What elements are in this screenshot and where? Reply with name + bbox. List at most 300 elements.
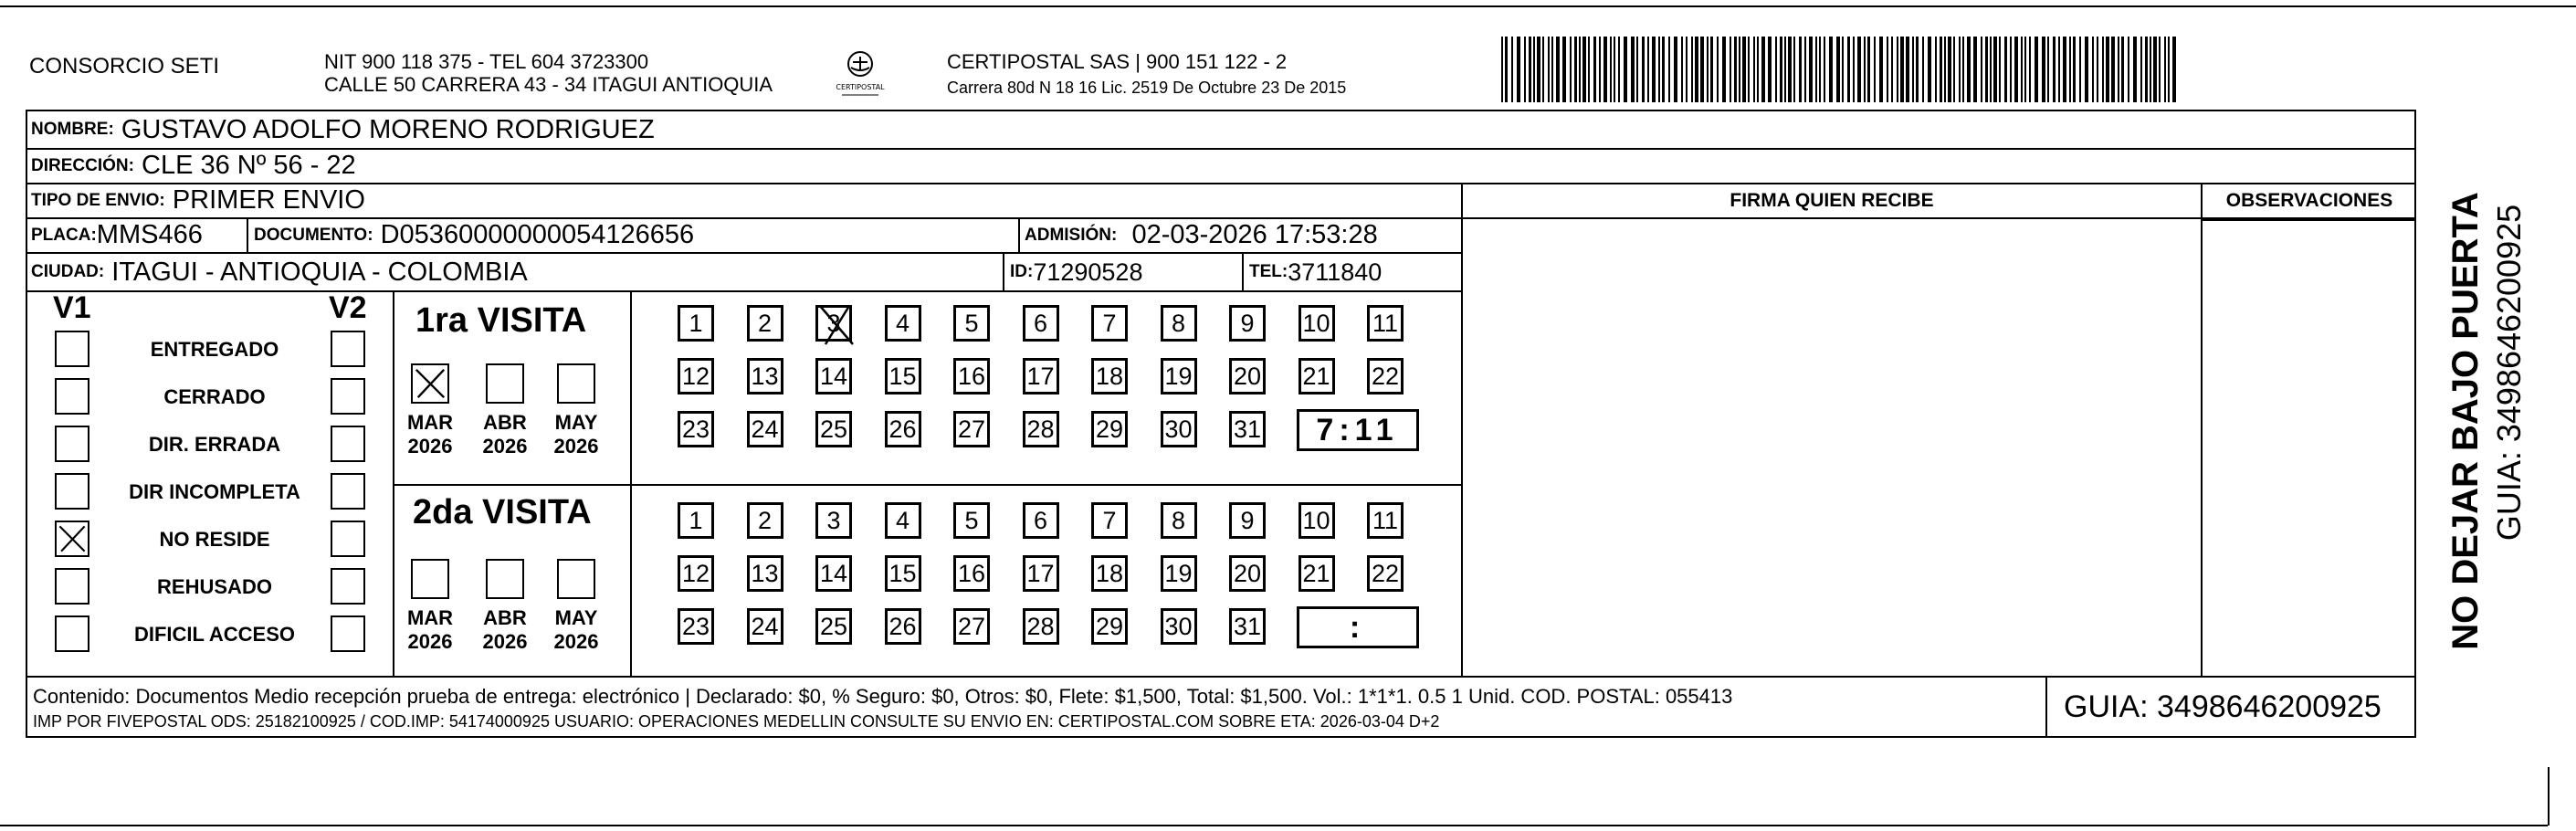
license-line: Carrera 80d N 18 16 Lic. 2519 De Octubre 23 De 2015 <box>947 79 1347 97</box>
day-box[interactable]: 21 <box>1299 358 1335 394</box>
barcode-bar <box>1940 37 1942 102</box>
barcode-bar <box>1757 37 1759 102</box>
barcode-bar <box>1999 37 2001 102</box>
barcode-bar <box>1990 37 1992 102</box>
day-box[interactable]: 23 <box>678 411 714 447</box>
barcode-bar <box>1973 37 1977 102</box>
v1-checkbox[interactable] <box>55 521 89 557</box>
status-label: NO RESIDE <box>159 528 270 551</box>
v1-checkbox[interactable] <box>55 426 89 462</box>
barcode-bar <box>1922 37 1924 102</box>
row-line-5 <box>26 290 1461 292</box>
placa-doc-sep <box>247 217 248 252</box>
right-frame-line <box>2548 767 2550 826</box>
time-box[interactable]: : <box>1297 606 1419 648</box>
day-box[interactable]: 14 <box>815 358 852 394</box>
barcode-bar <box>1784 37 1786 102</box>
barcode-bar <box>1916 37 1919 102</box>
day-box[interactable]: 27 <box>953 608 990 645</box>
visit-days-sep <box>630 290 632 676</box>
barcode-bar <box>1537 37 1540 102</box>
ciudad-id-sep <box>1003 252 1004 290</box>
barcode-bar <box>1819 37 1821 102</box>
row-line-1 <box>26 148 2416 150</box>
barcode-bar <box>2035 37 2038 102</box>
time-box[interactable]: 7:11 <box>1297 409 1419 451</box>
day-box[interactable]: 11 <box>1367 305 1404 342</box>
day-box[interactable]: 30 <box>1161 411 1197 447</box>
day-box[interactable]: 22 <box>1367 555 1404 592</box>
barcode-bar <box>1533 37 1535 102</box>
day-box[interactable]: 16 <box>953 555 990 592</box>
documento-row <box>254 218 694 252</box>
barcode-bar <box>1788 37 1792 102</box>
barcode-bar <box>1734 37 1737 102</box>
barcode-bar <box>1867 37 1870 102</box>
barcode-bar <box>1710 37 1713 102</box>
status-label: DIR. ERRADA <box>148 433 281 456</box>
barcode-bar <box>2010 37 2012 102</box>
day-box[interactable]: 31 <box>1229 608 1266 645</box>
day-box[interactable]: 1 <box>678 305 714 342</box>
day-box[interactable]: 4 <box>885 502 921 539</box>
barcode-bar <box>1748 37 1750 102</box>
month-checkbox[interactable] <box>486 363 524 404</box>
nombre-row <box>31 111 655 148</box>
day-check-mark <box>813 300 860 350</box>
barcode-bar <box>1658 37 1660 102</box>
barcode-bar <box>1631 37 1635 102</box>
status-label: CERRADO <box>163 385 266 408</box>
day-box[interactable]: 19 <box>1161 358 1197 394</box>
barcode-bar <box>1618 37 1620 102</box>
barcode-bar <box>1953 37 1955 102</box>
observaciones-label: OBSERVACIONES <box>2225 189 2393 211</box>
barcode-bar <box>2092 37 2094 102</box>
day-box[interactable]: 7 <box>1091 502 1128 539</box>
tel-label: TEL: <box>1249 262 1288 281</box>
barcode-bar <box>1636 37 1638 102</box>
barcode-bar <box>2172 37 2176 102</box>
day-box[interactable]: 27 <box>953 411 990 447</box>
status-label: ENTREGADO <box>150 338 279 361</box>
barcode-bar <box>1753 37 1755 102</box>
month-checkbox[interactable] <box>411 363 449 404</box>
barcode-bar <box>1593 37 1596 102</box>
bottom-frame-line <box>0 825 2548 826</box>
company-name: CONSORCIO SETI <box>29 54 220 79</box>
day-box[interactable]: 25 <box>815 608 852 645</box>
contenido-text: Contenido: Documentos Medio recepción prueba de entrega: electrónico | Declarado: $0, % Seguro: $0, Otros: $0, Flete: $1,500, Total: $1,500. Vol.: 1*1*1. 0.5 1 Unid. COD. POSTAL: 055413 <box>33 685 1733 708</box>
day-box[interactable]: 18 <box>1091 358 1128 394</box>
month-year: 2026 <box>553 435 599 458</box>
day-box[interactable]: 23 <box>678 608 714 645</box>
month-name: MAR <box>406 411 454 434</box>
status-label: DIFICIL ACCESO <box>133 623 295 646</box>
barcode-bar <box>1981 37 1982 102</box>
barcode-bar <box>2021 37 2023 102</box>
barcode-bar <box>1570 37 1572 102</box>
day-box[interactable]: 28 <box>1023 411 1059 447</box>
barcode-bar <box>2133 37 2137 102</box>
status-label: DIR INCOMPLETA <box>129 480 300 503</box>
admision-row <box>1025 218 1378 252</box>
barcode-bar <box>1775 37 1777 102</box>
barcode-bar <box>2106 37 2109 102</box>
barcode-bar <box>2047 37 2049 102</box>
barcode-bar <box>2069 37 2071 102</box>
firma-left-line <box>1461 183 1463 676</box>
barcode-bar <box>2121 37 2124 102</box>
visit2-title: 2da VISITA <box>413 493 592 531</box>
day-box[interactable]: 21 <box>1299 555 1335 592</box>
barcode-bar <box>1662 37 1665 102</box>
barcode-bar <box>2168 37 2170 102</box>
v2-checkbox[interactable] <box>331 473 365 510</box>
month-year: 2026 <box>407 630 453 653</box>
barcode-bar <box>1864 37 1866 102</box>
documento-label: DOCUMENTO: <box>254 225 373 245</box>
v1-checkbox[interactable] <box>55 615 89 652</box>
day-box[interactable]: 26 <box>885 411 921 447</box>
barcode-bar <box>1829 37 1833 102</box>
v2-header: V2 <box>329 290 367 325</box>
month-name: ABR <box>483 606 527 629</box>
footer-line <box>26 676 2416 678</box>
barcode-bar <box>1548 37 1550 102</box>
month-name: MAY <box>554 606 598 629</box>
month-year: 2026 <box>482 630 528 653</box>
barcode-bar <box>1542 37 1544 102</box>
documento-value: D05360000000054126656 <box>380 220 695 249</box>
month-checkbox[interactable] <box>486 559 524 599</box>
v2-checkbox[interactable] <box>331 331 365 367</box>
barcode-bar <box>1912 37 1914 102</box>
barcode-bar <box>1501 37 1503 102</box>
barcode-bar <box>2128 37 2129 102</box>
tipo-label: TIPO DE ENVIO: <box>31 190 165 210</box>
firma-header <box>1463 184 2201 217</box>
barcode-bar <box>1551 37 1553 102</box>
barcode-bar <box>1642 37 1645 102</box>
month-label <box>475 411 535 458</box>
barcode-bar <box>1588 37 1590 102</box>
barcode-bar <box>1815 37 1817 102</box>
day-box[interactable]: 30 <box>1161 608 1197 645</box>
v2-checkbox[interactable] <box>331 521 365 557</box>
barcode-bar <box>1582 37 1586 102</box>
guia-box-sep <box>2045 676 2047 738</box>
side-warning: NO DEJAR BAJO PUERTA <box>2445 192 2486 650</box>
barcode-bar <box>2102 37 2104 102</box>
barcode-bar <box>1887 37 1888 102</box>
barcode-bar <box>2085 37 2088 102</box>
barcode-bar <box>1614 37 1615 102</box>
obs-left-line <box>2201 183 2203 676</box>
visit1-title: 1ra VISITA <box>415 301 587 340</box>
barcode-bar <box>2029 37 2031 102</box>
day-box[interactable]: 4 <box>885 305 921 342</box>
barcode-bar <box>2058 37 2060 102</box>
day-box[interactable]: 24 <box>747 411 783 447</box>
ciudad-label: CIUDAD: <box>31 262 105 281</box>
day-box[interactable]: 5 <box>953 502 990 539</box>
day-box[interactable]: 16 <box>953 358 990 394</box>
day-box[interactable]: 20 <box>1229 555 1266 592</box>
month-year: 2026 <box>553 630 599 653</box>
day-box[interactable]: 28 <box>1023 608 1059 645</box>
barcode-bar <box>1824 37 1825 102</box>
visit-split-line <box>393 484 1461 486</box>
day-box[interactable]: 15 <box>885 358 921 394</box>
id-value: 71290528 <box>1033 258 1143 286</box>
barcode-bar <box>1610 37 1612 102</box>
tipo-value: PRIMER ENVIO <box>172 185 365 215</box>
day-box[interactable]: 26 <box>885 608 921 645</box>
month-label <box>400 411 460 458</box>
barcode-bar <box>1574 37 1577 102</box>
placa-value: MMS466 <box>96 220 203 249</box>
barcode-bar <box>2118 37 2119 102</box>
day-box[interactable]: 8 <box>1161 502 1197 539</box>
month-checkbox[interactable] <box>557 559 595 599</box>
id-label: ID: <box>1010 262 1034 281</box>
barcode-bar <box>1793 37 1795 102</box>
day-box[interactable]: 25 <box>815 411 852 447</box>
barcode-bar <box>1739 37 1740 102</box>
v1-header: V1 <box>53 290 91 325</box>
barcode-bar <box>1935 37 1937 102</box>
barcode-bar <box>1700 37 1704 102</box>
barcode-bar <box>1842 37 1844 102</box>
barcode-bar <box>1742 37 1746 102</box>
barcode-bar <box>1624 37 1627 102</box>
barcode-bar <box>1897 37 1898 102</box>
day-box[interactable]: 9 <box>1229 502 1266 539</box>
day-box[interactable]: 22 <box>1367 358 1404 394</box>
barcode-bar <box>1780 37 1782 102</box>
month-label <box>475 606 535 654</box>
v2-checkbox[interactable] <box>331 378 365 415</box>
barcode-bar <box>1959 37 1961 102</box>
v1-checkbox[interactable] <box>55 568 89 605</box>
barcode-bar <box>2111 37 2115 102</box>
month-checkbox[interactable] <box>557 363 595 404</box>
logo-text: CERTIPOSTAL <box>836 83 885 91</box>
barcode-bar <box>1505 37 1508 102</box>
day-box[interactable]: 31 <box>1229 411 1266 447</box>
barcode-bar <box>2145 37 2148 102</box>
day-box[interactable]: 1 <box>678 502 714 539</box>
barcode-bar <box>1529 37 1531 102</box>
day-box[interactable]: 15 <box>885 555 921 592</box>
day-box[interactable]: 20 <box>1229 358 1266 394</box>
barcode-bar <box>1962 37 1964 102</box>
day-box[interactable]: 12 <box>678 555 714 592</box>
barcode-bar <box>2024 37 2026 102</box>
month-year: 2026 <box>482 435 528 458</box>
barcode-bar <box>1556 37 1560 102</box>
barcode-bar <box>1730 37 1731 102</box>
month-checkbox[interactable] <box>411 559 449 599</box>
placa-row <box>31 218 203 252</box>
barcode-bar <box>2153 37 2157 102</box>
barcode-bar <box>1857 37 1861 102</box>
barcode-bar <box>1681 37 1683 102</box>
barcode-bar <box>1511 37 1513 102</box>
barcode-bar <box>1928 37 1931 102</box>
observaciones-header <box>2203 184 2416 217</box>
barcode-bar <box>1517 37 1520 102</box>
day-box[interactable]: 29 <box>1091 608 1128 645</box>
firma-label: FIRMA QUIEN RECIBE <box>1730 189 1934 211</box>
day-box[interactable]: 19 <box>1161 555 1197 592</box>
v1-checkbox[interactable] <box>55 473 89 510</box>
admision-label: ADMISIÓN: <box>1025 225 1118 245</box>
month-label <box>400 606 460 654</box>
tipo-row <box>31 184 365 217</box>
barcode-bar <box>1967 37 1971 102</box>
barcode-bar <box>1717 37 1719 102</box>
barcode-bar <box>1948 37 1951 102</box>
month-year: 2026 <box>407 435 453 458</box>
barcode-bar <box>1993 37 1997 102</box>
barcode-bar <box>2097 37 2098 102</box>
day-box[interactable]: 11 <box>1367 502 1404 539</box>
barcode-bar <box>2063 37 2066 102</box>
barcode-bar <box>1799 37 1802 102</box>
doc-adm-sep <box>1018 217 1020 252</box>
barcode-bar <box>1524 37 1526 102</box>
day-box[interactable]: 6 <box>1023 305 1059 342</box>
direccion-label: DIRECCIÓN: <box>31 155 134 175</box>
top-frame-line <box>0 5 2576 7</box>
tel-value: 3711840 <box>1288 258 1383 286</box>
day-box[interactable]: 6 <box>1023 502 1059 539</box>
day-box[interactable]: 7 <box>1091 305 1128 342</box>
barcode-bar <box>1874 37 1876 102</box>
barcode-bar <box>1853 37 1855 102</box>
side-guia: GUIA: 3498646200925 <box>2490 204 2528 542</box>
barcode-bar <box>1809 37 1813 102</box>
month-label <box>546 606 606 654</box>
footer-guia: GUIA: 3498646200925 <box>2064 689 2381 724</box>
certipostal-line: CERTIPOSTAL SAS | 900 151 122 - 2 <box>947 50 1288 73</box>
direccion-value: CLE 36 Nº 56 - 22 <box>142 151 356 180</box>
barcode-bar <box>2053 37 2056 102</box>
day-box[interactable]: 12 <box>678 358 714 394</box>
barcode-bar <box>1836 37 1840 102</box>
barcode-bar <box>1761 37 1765 102</box>
barcode-bar <box>2164 37 2166 102</box>
barcode-bar <box>1579 37 1581 102</box>
barcode-bar <box>1707 37 1709 102</box>
id-tel-sep <box>1242 252 1244 290</box>
placa-label: PLACA: <box>31 225 97 245</box>
barcode-bar <box>2150 37 2151 102</box>
barcode-bar <box>2159 37 2161 102</box>
day-box[interactable]: 18 <box>1091 555 1128 592</box>
imp-text: IMP POR FIVEPOSTAL ODS: 25182100925 / COD.IMP: 54174000925 USUARIO: OPERACIONES MEDELLIN CONSULTE SU ENVIO EN: CERTIPOSTAL.COM SOBRE ETA: 2026-03-04 D+2 <box>33 712 1440 731</box>
day-box[interactable]: 29 <box>1091 411 1128 447</box>
barcode-bar <box>2004 37 2007 102</box>
v2-checkbox[interactable] <box>331 426 365 462</box>
barcode-bar <box>1906 37 1909 102</box>
v2-checkbox[interactable] <box>331 568 365 605</box>
address-line: CALLE 50 CARRERA 43 - 34 ITAGUI ANTIOQUIA <box>324 73 773 96</box>
day-box[interactable]: 3 <box>815 305 852 342</box>
barcode-bar <box>2140 37 2142 102</box>
day-box[interactable]: 13 <box>747 358 783 394</box>
month-name: MAR <box>406 606 454 629</box>
day-box[interactable]: 13 <box>747 555 783 592</box>
month-name: MAY <box>554 411 598 434</box>
row-line-4b <box>2201 219 2416 221</box>
status-label: REHUSADO <box>157 575 272 598</box>
barcode-bar <box>1804 37 1806 102</box>
v2-checkbox[interactable] <box>331 615 365 652</box>
barcode-bar <box>2079 37 2081 102</box>
month-label <box>546 411 606 458</box>
day-box[interactable]: 17 <box>1023 555 1059 592</box>
certipostal-logo <box>833 46 888 100</box>
barcode-bar <box>1599 37 1601 102</box>
day-box[interactable]: 24 <box>747 608 783 645</box>
barcode-bar <box>1652 37 1656 102</box>
barcode-bar <box>1691 37 1693 102</box>
day-box[interactable]: 17 <box>1023 358 1059 394</box>
barcode-bar <box>2014 37 2018 102</box>
barcode-bar <box>1879 37 1883 102</box>
status-visit-sep <box>393 290 394 676</box>
ciudad-row <box>31 254 528 290</box>
barcode-bar <box>1722 37 1726 102</box>
barcode-bar <box>1891 37 1893 102</box>
day-box[interactable]: 10 <box>1299 305 1335 342</box>
v1-checkbox[interactable] <box>55 331 89 367</box>
day-box[interactable]: 8 <box>1161 305 1197 342</box>
month-name: ABR <box>483 411 527 434</box>
ciudad-value: ITAGUI - ANTIOQUIA - COLOMBIA <box>111 257 528 287</box>
barcode-bar <box>1768 37 1772 102</box>
barcode-bar <box>1674 37 1677 102</box>
day-box[interactable]: 2 <box>747 502 783 539</box>
nombre-value: GUSTAVO ADOLFO MORENO RODRIGUEZ <box>121 114 655 144</box>
barcode-bar <box>1686 37 1688 102</box>
barcode-bar <box>1562 37 1566 102</box>
id-row <box>1010 254 1142 290</box>
barcode-bar <box>1695 37 1698 102</box>
day-box[interactable]: 5 <box>953 305 990 342</box>
barcode-bar <box>1944 37 1946 102</box>
day-box[interactable]: 2 <box>747 305 783 342</box>
nombre-label: NOMBRE: <box>31 120 114 139</box>
barcode-bar <box>1985 37 1988 102</box>
day-box[interactable]: 14 <box>815 555 852 592</box>
direccion-row <box>31 149 356 183</box>
barcode-bar <box>1847 37 1850 102</box>
barcode-bar <box>1647 37 1649 102</box>
barcode-bar <box>1603 37 1607 102</box>
v1-checkbox[interactable] <box>55 378 89 415</box>
barcode-bar <box>1900 37 1904 102</box>
barcode-bar <box>1668 37 1670 102</box>
day-box[interactable]: 9 <box>1229 305 1266 342</box>
nit-line: NIT 900 118 375 - TEL 604 3723300 <box>324 50 649 73</box>
day-box[interactable]: 3 <box>815 502 852 539</box>
admision-value: 02-03-2026 17:53:28 <box>1131 220 1378 249</box>
day-box[interactable]: 10 <box>1299 502 1335 539</box>
